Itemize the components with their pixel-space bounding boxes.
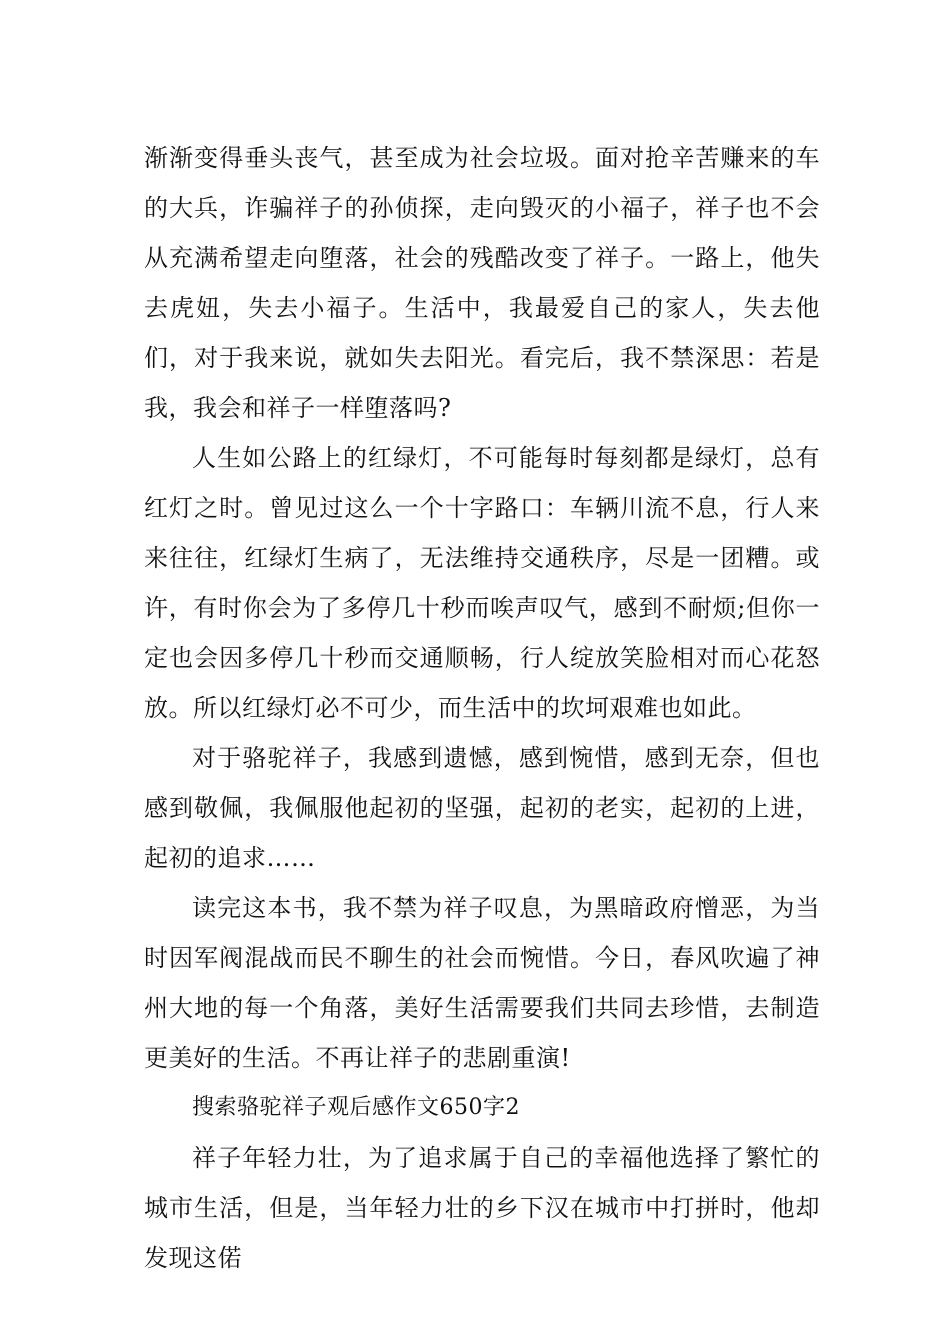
paragraph-continuation: 渐渐变得垂头丧气，甚至成为社会垃圾。面对抢辛苦赚来的车的大兵，诈骗祥子的孙侦探，走向毁灭的小福子，祥子也不会从充满希望走向堕落，社会的残酷改变了祥子。一路上，他失去虎妞，失去小福子。生活中，我最爱自己的家人，失去他们，对于我来说，就如失去阳光。看完后，我不禁深思：若是我，我会和祥子一样堕落吗? (144, 144, 820, 422)
paragraph-traffic-light: 人生如公路上的红绿灯，不可能每时每刻都是绿灯，总有红灯之时。曾见过这么一个十字路口：车辆川流不息，行人来来往往，红绿灯生病了，无法维持交通秩序，尽是一团糟。或许，有时你会为了多停几十秒而唉声叹气，感到不耐烦;但你一定也会因多停几十秒而交通顺畅，行人绽放笑脸相对而心花怒放。所以红绿灯必不可少，而生活中的坎坷艰难也如此。 (144, 444, 820, 722)
paragraph-conclusion: 读完这本书，我不禁为祥子叹息，为黑暗政府憎恶，为当时因军阀混战而民不聊生的社会而惋惜。今日，春风吹遍了神州大地的每一个角落，美好生活需要我们共同去珍惜，去制造更美好的生活。不再让祥子的悲剧重演! (144, 894, 820, 1072)
paragraph-regret: 对于骆驼祥子，我感到遗憾，感到惋惜，感到无奈，但也感到敬佩，我佩服他起初的坚强，起初的老实，起初的上进，起初的追求…… (144, 744, 820, 872)
paragraph-section-two-start: 祥子年轻力壮，为了追求属于自己的幸福他选择了繁忙的城市生活，但是，当年轻力壮的乡下汉在城市中打拼时，他却发现这偌 (144, 1144, 820, 1272)
document-body (144, 133, 820, 1283)
section-heading: 搜索骆驼祥子观后感作文650字2 (192, 1095, 520, 1120)
